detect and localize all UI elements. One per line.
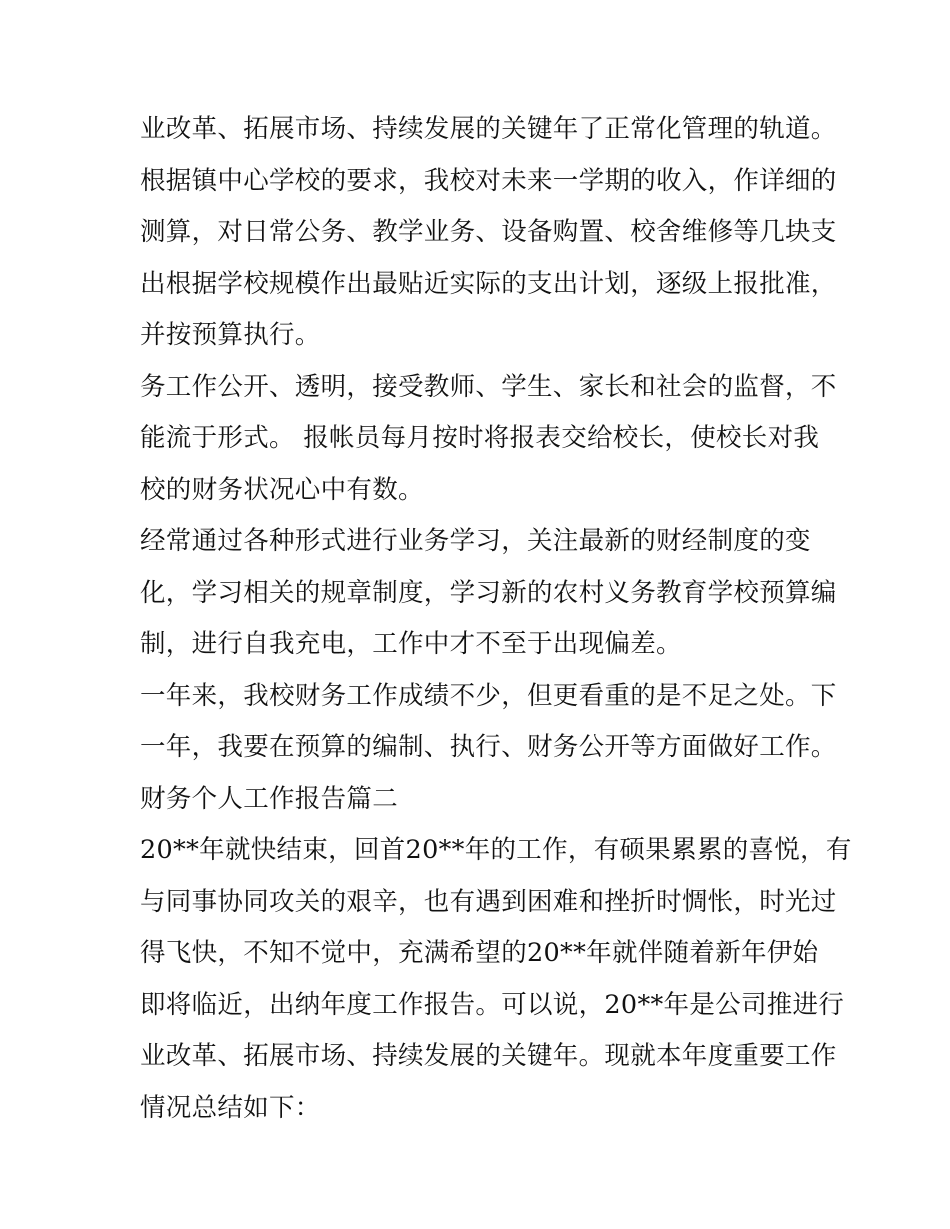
text-line: 20**年就快结束，回首20**年的工作，有硕果累累的喜悦，有 [140,835,852,865]
document-body [140,104,852,1134]
text-line: 制，进行自我充电，工作中才不至于出现偏差。 [140,629,682,659]
text-line: 即将临近，出纳年度工作报告。可以说，20**年是公司推进行 [140,989,845,1020]
text-line: 出根据学校规模作出最贴近实际的支出计划，逐级上报批准， [140,268,837,299]
section-heading: 财务个人工作报告篇二 [140,783,399,814]
text-line: 根据镇中心学校的要求，我校对未来一学期的收入，作详细的 [140,165,837,196]
text-line: 并按预算执行。 [140,320,321,350]
text-line: 业改革、拓展市场、持续发展的关键年。现就本年度重要工作 [140,1041,837,1071]
text-line: 情况总结如下： [140,1092,321,1123]
text-line: 化，学习相关的规章制度，学习新的农村义务教育学校预算编 [140,577,837,608]
text-line: 务工作公开、透明，接受教师、学生、家长和社会的监督，不 [140,371,837,402]
text-line: 一年来，我校财务工作成绩不少，但更看重的是不足之处。下 [140,680,837,711]
text-line: 业改革、拓展市场、持续发展的关键年了正常化管理的轨道。 [140,114,837,144]
text-line: 一年，我要在预算的编制、执行、财务公开等方面做好工作。 [140,732,837,762]
text-line: 能流于形式。 报帐员每月按时将报表交给校长，使校长对我 [140,423,820,453]
text-line: 测算，对日常公务、教学业务、设备购置、校舍维修等几块支 [140,217,837,247]
text-line: 得飞快，不知不觉中，充满希望的20**年就伴随着新年伊始 [140,938,819,968]
text-line: 与同事协同攻关的艰辛，也有遇到困难和挫折时惆怅，时光过 [140,886,837,917]
text-line: 校的财务状况心中有数。 [140,474,424,505]
text-line: 经常通过各种形式进行业务学习，关注最新的财经制度的变 [140,526,811,556]
